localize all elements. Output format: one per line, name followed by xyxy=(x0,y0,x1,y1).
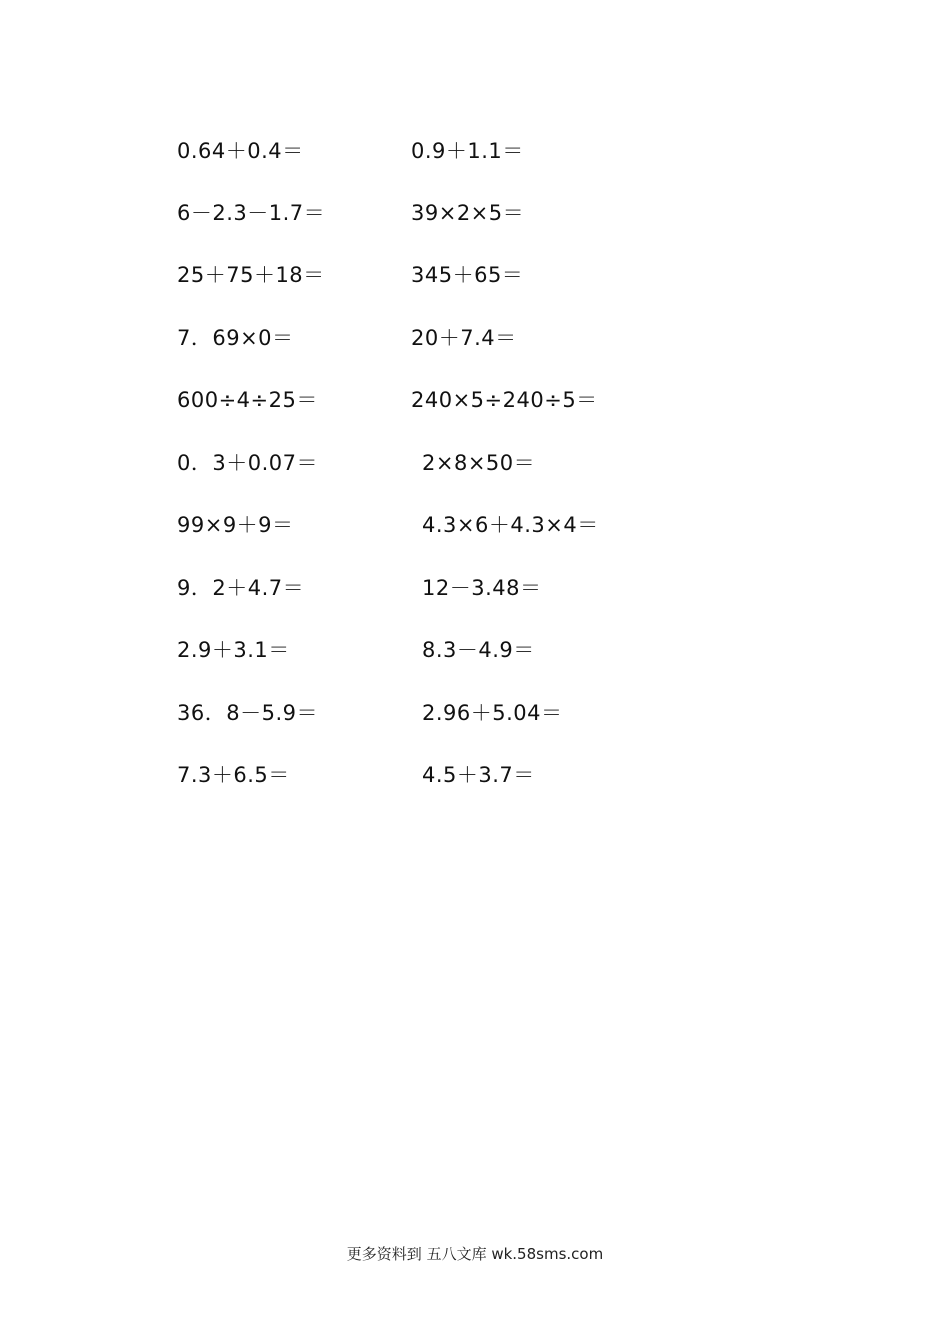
problem-row xyxy=(0,255,950,295)
problem-row xyxy=(0,193,950,233)
problem-left: 0．3＋0.07＝ xyxy=(177,451,318,475)
problem-right: 345＋65＝ xyxy=(411,263,524,287)
problem-right: 0.9＋1.1＝ xyxy=(411,139,524,163)
problem-left: 7.3＋6.5＝ xyxy=(177,763,290,787)
problem-left: 25＋75＋18＝ xyxy=(177,263,325,287)
problem-row xyxy=(0,568,950,608)
problem-row xyxy=(0,505,950,545)
problem-right: 39×2×5＝ xyxy=(411,201,525,225)
problem-right: 2×8×50＝ xyxy=(422,451,536,475)
problem-right: 20＋7.4＝ xyxy=(411,326,517,350)
problem-row xyxy=(0,443,950,483)
problem-row xyxy=(0,630,950,670)
problem-right: 2.96＋5.04＝ xyxy=(422,701,563,725)
problem-left: 9．2＋4.7＝ xyxy=(177,576,305,600)
problem-row xyxy=(0,380,950,420)
problem-row xyxy=(0,755,950,795)
problem-row xyxy=(0,318,950,358)
problem-left: 6－2.3－1.7＝ xyxy=(177,201,326,225)
problem-left: 99×9＋9＝ xyxy=(177,513,294,537)
problem-left: 36．8－5.9＝ xyxy=(177,701,318,725)
problem-left: 0.64＋0.4＝ xyxy=(177,139,304,163)
problem-right: 8.3－4.9＝ xyxy=(422,638,535,662)
problem-row xyxy=(0,693,950,733)
problem-right: 240×5÷240÷5＝ xyxy=(411,388,598,412)
footer-text: 更多资料到 五八文库 wk.58sms.com xyxy=(346,1245,604,1263)
problem-right: 12－3.48＝ xyxy=(422,576,542,600)
problem-right: 4.5＋3.7＝ xyxy=(422,763,535,787)
problem-left: 2.9＋3.1＝ xyxy=(177,638,290,662)
problem-row xyxy=(0,131,950,171)
problem-left: 7．69×0＝ xyxy=(177,326,294,350)
problem-left: 600÷4÷25＝ xyxy=(177,388,318,412)
problem-right: 4.3×6＋4.3×4＝ xyxy=(422,513,599,537)
